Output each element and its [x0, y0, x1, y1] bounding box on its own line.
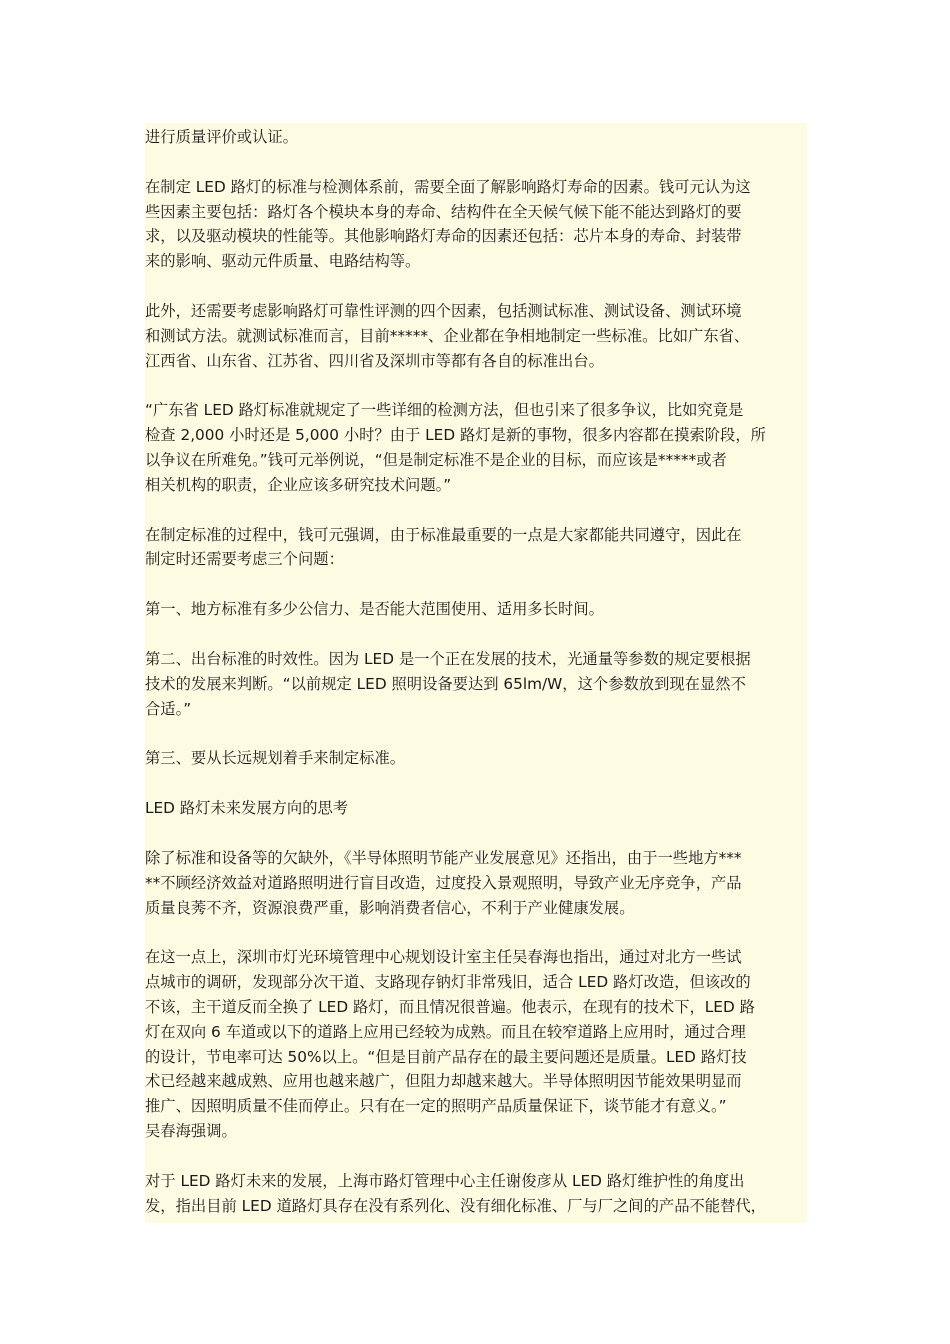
text-line: 检查 2,000 小时还是 5,000 小时？由于 LED 路灯是新的事物，很多内容都在摸索阶段，所 [145, 426, 766, 445]
text-line: 的设计，节电率可达 50%以上。“但是目前产品存在的最主要问题还是质量。LED 路灯技 [145, 1047, 747, 1066]
text-line: 在制定 LED 路灯的标准与检测体系前，需要全面了解影响路灯寿命的因素。钱可元认为这 [145, 177, 751, 196]
text-line: LED 路灯未来发展方向的思考 [145, 799, 349, 818]
text-line: “广东省 LED 路灯标准就规定了一些详细的检测方法，但也引来了很多争议，比如究竟是 [145, 401, 744, 420]
text-line: 吴春海强调。 [145, 1121, 237, 1140]
text-line: 些因素主要包括：路灯各个模块本身的寿命、结构件在全天候气候下能不能达到路灯的要 [145, 202, 742, 221]
paragraph [145, 1169, 807, 1219]
text-line: 不该，主干道反而全换了 LED 路灯，而且情况很普遍。他表示，在现有的技术下，LED 路 [145, 997, 755, 1016]
text-line: 推广、因照明质量不佳而停止。只有在一定的照明产品质量保证下，谈节能才有意义。” [145, 1097, 727, 1116]
text-line: 对于 LED 路灯未来的发展，上海市路灯管理中心主任谢俊彦从 LED 路灯维护性的角度出 [145, 1171, 745, 1190]
paragraph [145, 746, 807, 771]
text-line: 以争议在所难免。”钱可元举例说，“但是制定标准不是企业的目标，而应该是*****或者 [145, 450, 727, 469]
article-body [145, 123, 807, 1218]
text-line: 来的影响、驱动元件质量、电路结构等。 [145, 252, 421, 271]
text-line: 除了标准和设备等的欠缺外，《半导体照明节能产业发展意见》还指出，由于一些地方*** [145, 848, 742, 867]
text-line: 在这一点上，深圳市灯光环境管理中心规划设计室主任吴春海也指出，通过对北方一些试 [145, 948, 742, 967]
paragraph [145, 175, 807, 274]
text-line: 发，指出目前 LED 道路灯具存在没有系列化、没有细化标准、厂与厂之间的产品不能替代， [145, 1196, 766, 1215]
text-line: 此外，还需要考虑影响路灯可靠性评测的四个因素，包括测试标准、测试设备、测试环境 [145, 301, 742, 320]
paragraph [145, 125, 807, 150]
text-line: 质量良莠不齐，资源浪费严重，影响消费者信心，不利于产业健康发展。 [145, 898, 635, 917]
text-line: 术已经越来越成熟、应用也越来越广，但阻力却越来越大。半导体照明因节能效果明显而 [145, 1072, 742, 1091]
paragraph [145, 398, 807, 497]
text-line: 和测试方法。就测试标准而言，目前*****、企业都在争相地制定一些标准。比如广东省、 [145, 326, 750, 345]
paragraph [145, 846, 807, 920]
paragraph [145, 647, 807, 721]
text-line: 合适。” [145, 699, 192, 718]
paragraph [145, 523, 807, 573]
text-line: 江西省、山东省、江苏省、四川省及深圳市等都有各自的标准出台。 [145, 351, 604, 370]
paragraph [145, 299, 807, 373]
text-line: 点城市的调研，发现部分次干道、支路现存钠灯非常残旧，适合 LED 路灯改造，但该改的 [145, 973, 751, 992]
text-line: 第一、地方标准有多少公信力、是否能大范围使用、适用多长时间。 [145, 600, 604, 619]
text-line: 灯在双向 6 车道或以下的道路上应用已经较为成熟。而且在较窄道路上应用时，通过合理 [145, 1022, 746, 1041]
paragraph [145, 597, 807, 622]
document-content [145, 123, 807, 1223]
text-line: 进行质量评价或认证。 [145, 128, 298, 146]
text-line: 相关机构的职责，企业应该多研究技术问题。” [145, 475, 452, 494]
paragraph [145, 945, 807, 1143]
text-line: 第三、要从长远规划着手来制定标准。 [145, 749, 406, 768]
text-line: 在制定标准的过程中，钱可元强调，由于标准最重要的一点是大家都能共同遵守，因此在 [145, 525, 742, 544]
text-line: 第二、出台标准的时效性。因为 LED 是一个正在发展的技术，光通量等参数的规定要根据 [145, 649, 751, 668]
paragraph [145, 796, 807, 821]
text-line: **不顾经济效益对道路照明进行盲目改造，过度投入景观照明，导致产业无序竞争，产品 [145, 873, 742, 892]
text-line: 求，以及驱动模块的性能等。其他影响路灯寿命的因素还包括：芯片本身的寿命、封装带 [145, 227, 742, 246]
text-line: 技术的发展来判断。“以前规定 LED 照明设备要达到 65lm/W，这个参数放到现在显然不 [145, 674, 746, 693]
text-line: 制定时还需要考虑三个问题： [145, 550, 344, 569]
